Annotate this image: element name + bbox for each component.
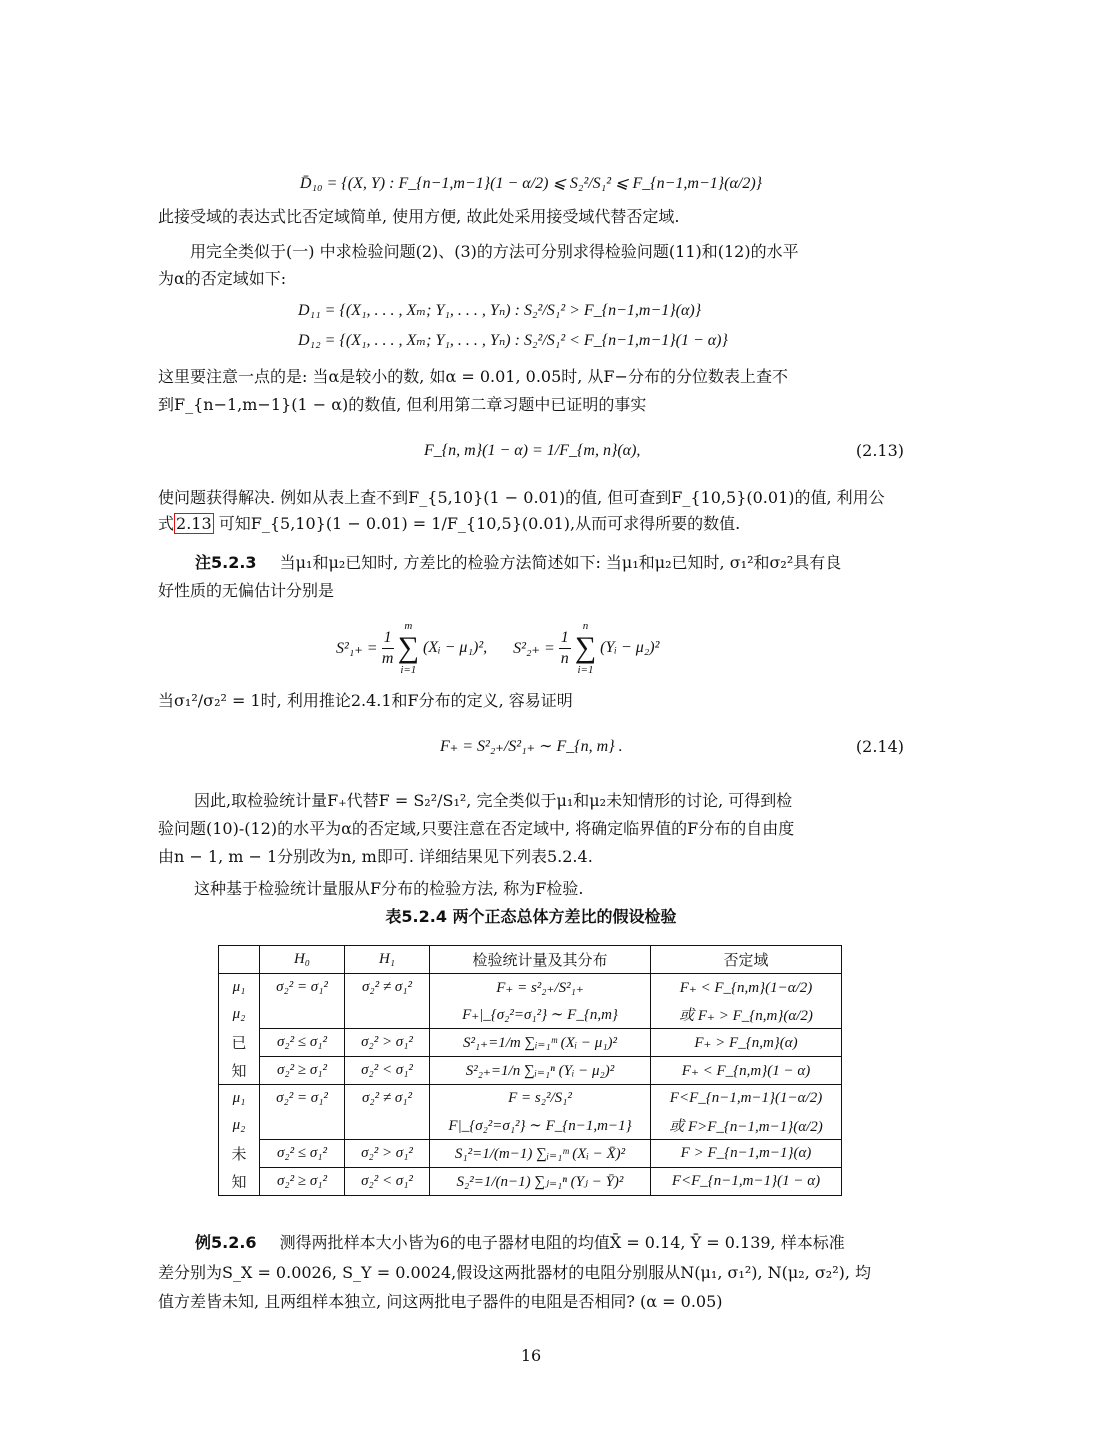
frac-num: 1 [559,628,571,649]
note-label: 注5.2.3 [195,553,257,572]
paragraph: 当σ₁²/σ₂² = 1时, 利用推论2.4.1和F分布的定义, 容易证明 [158,691,573,710]
note-paragraph [195,552,941,574]
equation-body: F_{n, m}(1 − α) = 1/F_{m, n}(α), [424,442,641,459]
hypothesis-table [218,945,842,1196]
sum-bottom: i=1 [577,664,594,676]
paragraph: 值方差皆未知, 且两组样本独立, 问这两批电子器件的电阻是否相同? (α = 0.05) [158,1292,723,1311]
h1-cell: σ₂² ≠ σ₁² [345,1085,430,1113]
equation-reference-link[interactable]: 2.13 [176,514,212,533]
paragraph: 由n − 1, m − 1分别改为n, m即可. 详细结果见下列表5.2.4. [158,847,593,866]
stat-cell: F|_{σ₂²=σ₁²} ∼ F_{n−1,m−1} [430,1112,651,1140]
sum-top: n [582,620,589,632]
region-cell: F₊ < F_{n,m}(1−α/2) [651,974,842,1002]
side-label: μ₂ [219,1112,260,1140]
eq-body: (Yᵢ − μ₂)² [600,639,660,656]
paragraph: 差分别为S_X = 0.0026, S_Y = 0.0024,假设这两批器材的电阻分别服从N(μ₁, σ₁²), N(μ₂, σ₂²), 均 [158,1263,872,1282]
paragraph: 验问题(10)-(12)的水平为α的否定域,只要注意在否定域中, 将确定临界值的F分布的自由度 [158,819,795,838]
header-cell: 否定域 [651,946,842,974]
h1-cell: σ₂² < σ₁² [345,1057,430,1085]
paragraph: 此接受域的表达式比否定域简单, 使用方便, 故此处采用接受域代替否定域. [158,207,680,226]
header-cell [219,946,260,974]
header-cell: H₁ [345,946,430,974]
sigma: ∑ [574,631,597,664]
text: 当μ₁和μ₂已知时, 方差比的检验方法简述如下: 当μ₁和μ₂已知时, σ₁²和σ₂²具有良 [279,553,842,572]
side-label: 知 [219,1168,260,1196]
paragraph: 因此,取检验统计量F₊代替F = S₂²/S₁², 完全类似于μ₁和μ₂未知情形的讨论, 可得到检 [194,791,793,810]
sum-bottom: i=1 [400,664,417,676]
stat-cell: S²₁₊=1/m ∑ᵢ₌₁ᵐ (Xᵢ − μ₁)² [430,1029,651,1057]
stat-cell: S²₂₊=1/n ∑ᵢ₌₁ⁿ (Yᵢ − μ₂)² [430,1057,651,1085]
frac-num: 1 [382,628,394,649]
equation-d11: D₁₁ = {(X₁, . . . , Xₘ; Y₁, . . . , Yₙ) : S₂²/S₁² > F_{n−1,m−1}(α)} [298,302,702,319]
side-label: 未 [219,1140,260,1168]
side-label: 知 [219,1057,260,1085]
side-label: 已 [219,1029,260,1057]
paragraph: 这种基于检验统计量服从F分布的检验方法, 称为F检验. [194,879,584,898]
region-cell: F₊ > F_{n,m}(α) [651,1029,842,1057]
h0-cell [260,1001,345,1029]
eq-lhs: S²₁₊ = [336,640,378,657]
equation-body: F₊ = S²₂₊/S²₁₊ ∼ F_{n, m} . [440,738,623,755]
paragraph: 使问题获得解决. 例如从表上查不到F_{5,10}(1 − 0.01)的值, 但可查到F_{10,5}(0.01)的值, 利用公 [158,488,885,507]
region-cell: F > F_{n−1,m−1}(α) [651,1140,842,1168]
table-row [219,1140,842,1168]
paragraph: 用完全类似于(一) 中求检验问题(2)、(3)的方法可分别求得检验问题(11)和(12)的水平 [190,242,799,261]
h1-cell: σ₂² > σ₁² [345,1029,430,1057]
eq-lhs: S²₂₊ = [513,640,555,657]
h0-cell [260,1112,345,1140]
table-header-row [219,946,842,974]
text: 可知F_{5,10}(1 − 0.01) = 1/F_{10,5}(0.01),从而可求得所要的数值. [213,514,741,533]
example-label: 例5.2.6 [195,1233,257,1252]
h1-cell [345,1001,430,1029]
table-row [219,1085,842,1113]
sum [398,619,419,677]
frac-den: m [381,649,394,667]
equation-number: (2.13) [855,441,904,460]
equation-d10: D̄₁₀ = {(X, Y) : F_{n−1,m−1}(1 − α/2) ⩽ S₂²/S₁² ⩽ F_{n−1,m−1}(α/2)} [299,175,763,192]
eq-body: (Xᵢ − μ₁)², [423,639,488,656]
stat-cell: S₂²=1/(n−1) ∑ⱼ₌₁ⁿ (Yⱼ − Ȳ)² [430,1168,651,1196]
paragraph: 为α的否定域如下: [158,269,287,288]
h1-cell [345,1112,430,1140]
h0-cell: σ₂² ≤ σ₁² [260,1140,345,1168]
table-caption: 表5.2.4 两个正态总体方差比的假设检验 [385,907,677,926]
h0-cell: σ₂² ≥ σ₁² [260,1168,345,1196]
table-row [219,1029,842,1057]
text: 式 [158,514,175,533]
text: 测得两批样本大小皆为6的电子器材电阻的均值X̄ = 0.14, Ȳ = 0.139, 样本标准 [279,1233,845,1252]
region-cell: F₊ < F_{n,m}(1 − α) [651,1057,842,1085]
h1-cell: σ₂² < σ₁² [345,1168,430,1196]
sum [575,619,596,677]
page-number: 16 [520,1346,542,1365]
stat-cell: F₊|_{σ₂²=σ₁²} ∼ F_{n,m} [430,1001,651,1029]
side-label: μ₁ [219,974,260,1002]
h0-cell: σ₂² ≤ σ₁² [260,1029,345,1057]
paragraph: 好性质的无偏估计分别是 [158,581,335,600]
stat-cell: S₁²=1/(m−1) ∑ᵢ₌₁ᵐ (Xᵢ − X̄)² [430,1140,651,1168]
side-label: μ₁ [219,1085,260,1113]
equation-d12: D₁₂ = {(X₁, . . . , Xₘ; Y₁, . . . , Yₙ) : S₂²/S₁² < F_{n−1,m−1}(1 − α)} [298,332,728,349]
h0-cell: σ₂² = σ₁² [260,1085,345,1113]
equation-number: (2.14) [855,737,904,756]
region-cell: F<F_{n−1,m−1}(1−α/2) [651,1085,842,1113]
sum-top: m [404,620,413,632]
example-paragraph [195,1232,941,1254]
paragraph [158,513,904,535]
paragraph: 这里要注意一点的是: 当α是较小的数, 如α = 0.01, 0.05时, 从F−分布的分位数表上查不 [158,367,788,386]
header-cell: H₀ [260,946,345,974]
display-equation-estimators [336,620,659,676]
side-label: μ₂ [219,1001,260,1029]
paragraph: 到F_{n−1,m−1}(1 − α)的数值, 但利用第二章习题中已证明的事实 [158,395,647,414]
fraction [559,628,571,669]
table-row [219,1057,842,1085]
h0-cell: σ₂² = σ₁² [260,974,345,1002]
h1-cell: σ₂² ≠ σ₁² [345,974,430,1002]
h1-cell: σ₂² > σ₁² [345,1140,430,1168]
table-row [219,1001,842,1029]
header-cell: 检验统计量及其分布 [430,946,651,974]
region-cell: 或 F>F_{n−1,m−1}(α/2) [651,1112,842,1140]
table-row [219,974,842,1002]
region-cell: F<F_{n−1,m−1}(1 − α) [651,1168,842,1196]
frac-den: n [560,649,569,667]
table-row [219,1112,842,1140]
table-row [219,1168,842,1196]
stat-cell: F = s₂²/S₁² [430,1085,651,1113]
h0-cell: σ₂² ≥ σ₁² [260,1057,345,1085]
fraction [382,628,394,669]
sigma: ∑ [397,631,419,664]
stat-cell: F₊ = s²₂₊/S²₁₊ [430,974,651,1002]
region-cell: 或 F₊ > F_{n,m}(α/2) [651,1001,842,1029]
